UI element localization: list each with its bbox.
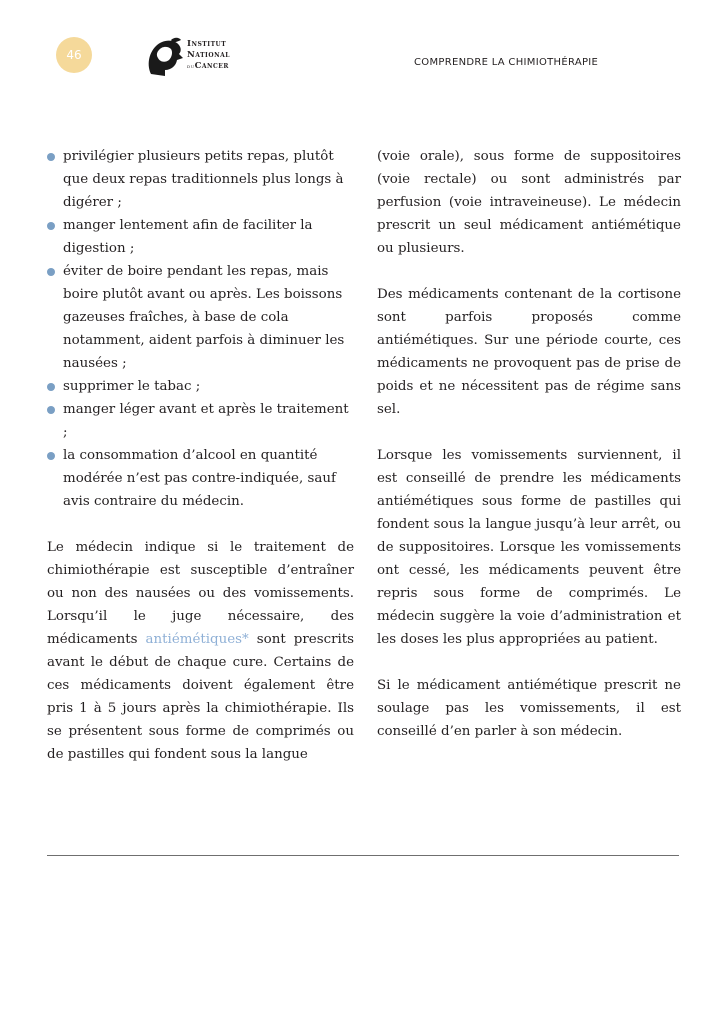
paragraph: (voie orale), sous forme de suppositoires (voie rectale) ou sont administrés par perfusion (voie intraveineuse). Le médecin prescrit un seul médicament antiémétique ou plusieurs. (377, 149, 681, 256)
bullet-dot-icon (47, 268, 55, 276)
list-item (47, 398, 354, 444)
list-item (47, 375, 354, 398)
paragraph-text-start: Le médecin indique si le traitement de chimiothérapie est susceptible d’entraîner ou non des nausées ou des vomissements. Lorsqu’il le juge nécessaire, des médicaments (47, 540, 354, 647)
bullet-dot-icon (47, 452, 55, 460)
right-column (377, 145, 681, 743)
running-title: COMPRENDRE LA CHIMIOTHÉRAPIE (414, 57, 599, 68)
list-item-text: manger léger avant et après le traitement ; (63, 402, 349, 440)
logo-emblem-icon (143, 36, 187, 78)
list-item (47, 214, 354, 260)
list-item-text: manger lentement afin de faciliter la digestion ; (63, 218, 313, 256)
bullet-dot-icon (47, 383, 55, 391)
bullet-dot-icon (47, 222, 55, 230)
recommendation-list (47, 145, 354, 513)
list-item (47, 444, 354, 513)
bullet-dot-icon (47, 406, 55, 414)
list-item-text: la consommation d’alcool en quantité modérée n’est pas contre-indiquée, sauf avis contraire du médecin. (63, 448, 336, 509)
logo-wordmark (187, 39, 230, 72)
paragraph-text-end: sont prescrits avant le début de chaque cure. Certains de ces médicaments doivent également être pris 1 à 5 jours après la chimiothérapie. Ils se présentent sous forme de comprimés ou de pastilles qui fondent sous la langue (47, 632, 355, 762)
list-item-text: privilégier plusieurs petits repas, plutôt que deux repas traditionnels plus longs à digérer ; (63, 149, 344, 210)
left-column (47, 145, 354, 766)
paragraph: Si le médicament antiémétique prescrit ne soulage pas les vomissements, il est conseillé d’en parler à son médecin. (377, 678, 681, 739)
glossary-term-link[interactable]: antiémétiques* (145, 632, 249, 647)
page-number: 46 (56, 37, 92, 73)
list-item (47, 260, 354, 375)
treatment-paragraph (47, 536, 354, 766)
list-item-text: éviter de boire pendant les repas, mais boire plutôt avant ou après. Les boissons gazeuses fraîches, à base de cola notamment, aident parfois à diminuer les nausées ; (63, 264, 345, 371)
list-item (47, 145, 354, 214)
paragraph: Lorsque les vomissements surviennent, il est conseillé de prendre les médicaments antiémétiques sous forme de pastilles qui fondent sous la langue jusqu’à leur arrêt, ou de suppositoires. Lorsque les vomissements ont cessé, les médicaments peuvent être repris sous forme de comprimés. Le médecin suggère la voie d’administration et les doses les plus appropriées au patient. (377, 448, 681, 647)
logo-line-3 (187, 61, 230, 72)
logo-line-1: Institut (187, 39, 227, 49)
paragraph: Des médicaments contenant de la cortisone sont parfois proposés comme antiémétiques. Sur une période courte, ces médicaments ne provoquent pas de prise de poids et ne nécessitent pas de régime sans sel. (377, 287, 681, 417)
institut-national-du-cancer-logo (143, 36, 238, 78)
logo-line-2: National (187, 50, 230, 60)
list-item-text: supprimer le tabac ; (63, 379, 201, 394)
bottom-divider (47, 855, 679, 856)
bullet-dot-icon (47, 153, 55, 161)
logo-line-3-word: Cancer (194, 61, 229, 71)
logo-line-3-prefix: du (187, 63, 195, 70)
